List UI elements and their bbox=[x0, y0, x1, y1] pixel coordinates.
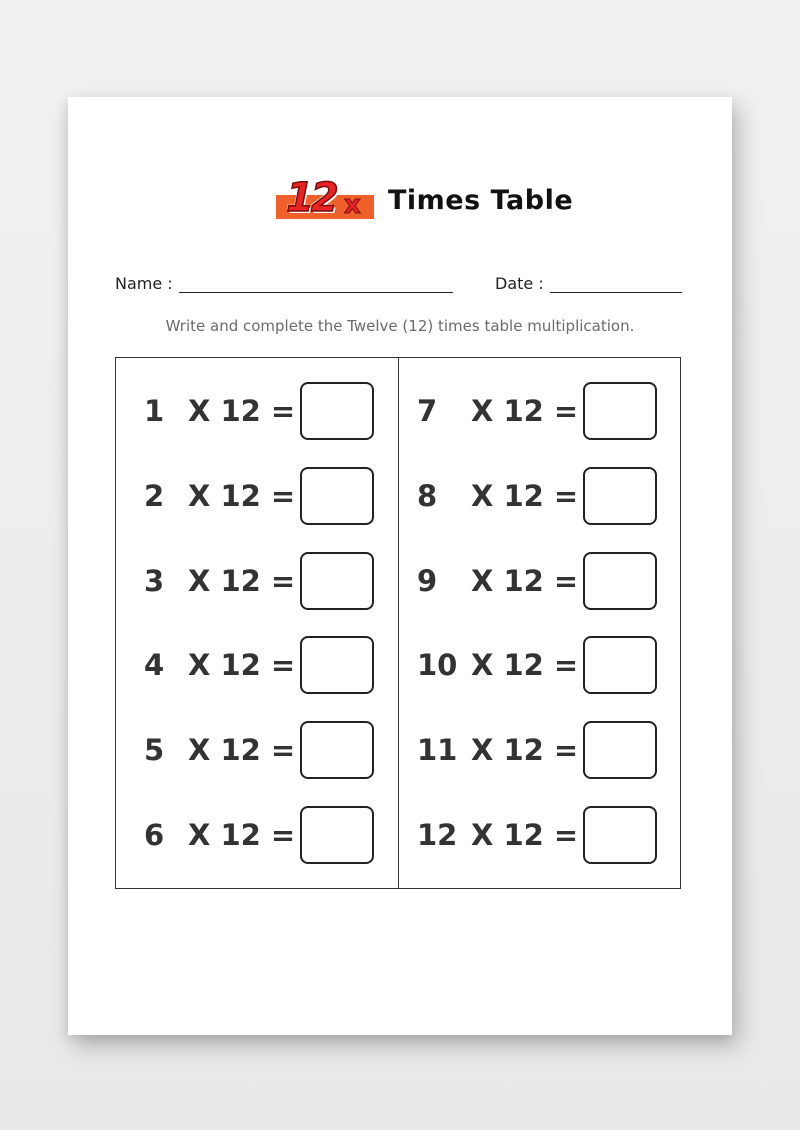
times-twelve-equals: X 12 = bbox=[188, 564, 296, 598]
left-column bbox=[116, 358, 398, 888]
multiplicand: 12 bbox=[417, 818, 458, 852]
answer-box[interactable] bbox=[583, 382, 657, 440]
student-info-row bbox=[115, 274, 685, 298]
times-twelve-equals: X 12 = bbox=[471, 733, 579, 767]
date-field[interactable] bbox=[495, 274, 682, 293]
times-twelve-equals: X 12 = bbox=[188, 479, 296, 513]
answer-box[interactable] bbox=[300, 721, 374, 779]
name-write-line[interactable] bbox=[179, 274, 453, 293]
title-text: Times Table bbox=[388, 184, 574, 216]
answer-box[interactable] bbox=[583, 721, 657, 779]
name-field[interactable] bbox=[115, 274, 453, 293]
problem-row bbox=[116, 551, 398, 611]
answer-box[interactable] bbox=[583, 806, 657, 864]
problem-row bbox=[399, 805, 680, 865]
right-column bbox=[398, 358, 680, 888]
problem-row bbox=[116, 381, 398, 441]
multiplicand: 7 bbox=[417, 394, 438, 428]
times-twelve-equals: X 12 = bbox=[471, 648, 579, 682]
instruction-text: Write and complete the Twelve (12) times table multiplication. bbox=[165, 317, 635, 335]
date-write-line[interactable] bbox=[550, 274, 682, 293]
twelve-times-logo-icon bbox=[276, 177, 376, 223]
logo-number: 12 bbox=[286, 175, 336, 221]
multiplicand: 10 bbox=[417, 648, 458, 682]
problem-row bbox=[399, 466, 680, 526]
logo-multiply-symbol: x bbox=[344, 190, 361, 220]
multiplicand: 9 bbox=[417, 564, 438, 598]
multiplicand: 5 bbox=[144, 733, 165, 767]
problem-row bbox=[399, 635, 680, 695]
name-label: Name : bbox=[115, 274, 173, 293]
problem-row bbox=[116, 720, 398, 780]
answer-box[interactable] bbox=[300, 636, 374, 694]
multiplicand: 3 bbox=[144, 564, 165, 598]
answer-box[interactable] bbox=[300, 382, 374, 440]
problem-row bbox=[116, 466, 398, 526]
answer-box[interactable] bbox=[300, 552, 374, 610]
times-twelve-equals: X 12 = bbox=[471, 818, 579, 852]
times-twelve-equals: X 12 = bbox=[188, 394, 296, 428]
answer-box[interactable] bbox=[300, 806, 374, 864]
times-twelve-equals: X 12 = bbox=[471, 479, 579, 513]
problem-row bbox=[116, 805, 398, 865]
worksheet-title bbox=[276, 175, 573, 225]
multiplicand: 11 bbox=[417, 733, 458, 767]
times-twelve-equals: X 12 = bbox=[188, 818, 296, 852]
answer-box[interactable] bbox=[583, 467, 657, 525]
problem-row bbox=[116, 635, 398, 695]
answer-box[interactable] bbox=[583, 552, 657, 610]
times-twelve-equals: X 12 = bbox=[188, 733, 296, 767]
multiplicand: 6 bbox=[144, 818, 165, 852]
date-label: Date : bbox=[495, 274, 544, 293]
times-twelve-equals: X 12 = bbox=[471, 564, 579, 598]
problem-row bbox=[399, 381, 680, 441]
problem-grid bbox=[115, 357, 681, 889]
multiplicand: 1 bbox=[144, 394, 165, 428]
worksheet-page bbox=[68, 97, 732, 1035]
multiplicand: 4 bbox=[144, 648, 165, 682]
multiplicand: 2 bbox=[144, 479, 165, 513]
times-twelve-equals: X 12 = bbox=[188, 648, 296, 682]
problem-row bbox=[399, 720, 680, 780]
times-twelve-equals: X 12 = bbox=[471, 394, 579, 428]
answer-box[interactable] bbox=[583, 636, 657, 694]
problem-row bbox=[399, 551, 680, 611]
multiplicand: 8 bbox=[417, 479, 438, 513]
answer-box[interactable] bbox=[300, 467, 374, 525]
